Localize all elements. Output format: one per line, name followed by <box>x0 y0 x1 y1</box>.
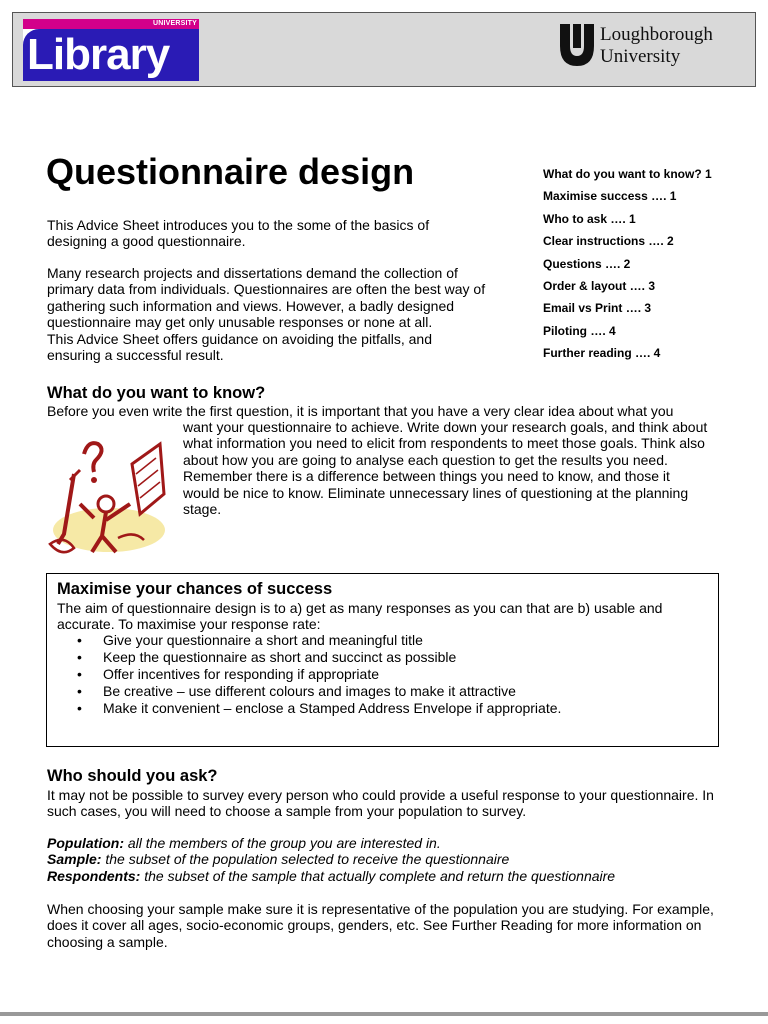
definition-text: the subset of the sample that actually complete and return the questionnaire <box>140 867 616 884</box>
know-first-line: Before you even write the first question, it is important that you have a very clear idea about what you <box>47 403 674 419</box>
toc-item[interactable]: What do you want to know? 1 <box>543 167 712 181</box>
list-item: • Be creative – use different colours and images to make it attractive <box>57 683 561 700</box>
toc-item[interactable]: Email vs Print …. 3 <box>543 301 652 316</box>
library-logo-small-text: UNIVERSITY <box>152 20 197 27</box>
university-name-line2: University <box>600 46 681 67</box>
library-logo <box>23 19 199 81</box>
list-item: • Keep the questionnaire as short and succinct as possible <box>57 649 561 666</box>
list-item: • Give your questionnaire a short and meaningful title <box>57 632 561 649</box>
success-box <box>46 573 719 747</box>
intro-paragraph-1: This Advice Sheet introduces you to the some of the basics of designing a good questionnaire. <box>47 217 430 250</box>
loughborough-logo <box>558 22 748 70</box>
table-of-contents <box>543 164 763 366</box>
toc-item[interactable]: Order & layout …. 3 <box>543 278 656 293</box>
list-item: • Make it convenient – enclose a Stamped Address Envelope if appropriate. <box>57 700 561 717</box>
toc-item[interactable]: Questions …. 2 <box>543 256 631 271</box>
thinking-person-clipart <box>44 434 170 558</box>
success-intro: The aim of questionnaire design is to a) get as many responses as you can that are b) usable and accurate. To maximise your response rate: <box>57 600 663 633</box>
university-name-line1: Loughborough <box>600 24 713 45</box>
toc-item[interactable]: Clear instructions …. 2 <box>543 234 674 249</box>
footer-divider <box>0 1012 768 1016</box>
page-header <box>12 12 756 87</box>
definition-term: Sample: <box>47 851 102 868</box>
definition-row <box>47 868 615 884</box>
definition-row <box>47 851 615 867</box>
intro-paragraph-3: This Advice Sheet offers guidance on avoiding the pitfalls, and ensuring a successful result. <box>47 331 432 364</box>
toc-item[interactable]: Piloting …. 4 <box>543 323 616 338</box>
definition-row <box>47 835 615 851</box>
library-logo-word: Library <box>23 29 199 81</box>
intro-paragraph-2: Many research projects and dissertations demand the collection of primary data from individuals. Questionnaires are often the best way of gathering such information and views. However, a badly designed questionnaire may get only unusable responses or none at all. <box>47 265 486 331</box>
loughborough-shield-icon <box>558 24 596 68</box>
page-title: Questionnaire design <box>46 151 415 192</box>
who-paragraph-1: It may not be possible to survey every person who could provide a useful response to your questionnaire. In such cases, you will need to choose a sample from your population to survey. <box>47 787 714 820</box>
section-heading-know: What do you want to know? <box>47 384 266 402</box>
know-paragraph: want your questionnaire to achieve. Write down your research goals, and think about what information you need to elicit from respondents to meet those goals. Think also about how you are going to analyse each question to get the results you need. Remember there is a difference between things you need to know, and those it would be nice to know. Eliminate unnecessary lines of questioning at the planning stage. <box>183 419 708 518</box>
definition-text: all the members of the group you are interested in. <box>124 835 441 851</box>
toc-item[interactable]: Who to ask …. 1 <box>543 211 636 226</box>
definitions-list <box>47 835 615 884</box>
definition-term: Respondents: <box>47 867 141 884</box>
definition-text: the subset of the population selected to receive the questionnaire <box>101 851 510 868</box>
toc-item[interactable]: Further reading …. 4 <box>543 346 661 361</box>
list-item: • Offer incentives for responding if appropriate <box>57 666 561 683</box>
definition-term: Population: <box>47 835 124 851</box>
success-bullet-list <box>57 632 561 717</box>
section-heading-who: Who should you ask? <box>47 767 218 785</box>
section-heading-success: Maximise your chances of success <box>57 580 333 598</box>
toc-item[interactable]: Maximise success …. 1 <box>543 189 677 204</box>
who-paragraph-2: When choosing your sample make sure it is representative of the population you are studying. For example, does it cover all ages, socio-economic groups, genders, etc. See Further Reading for more information on choosing a sample. <box>47 901 714 950</box>
